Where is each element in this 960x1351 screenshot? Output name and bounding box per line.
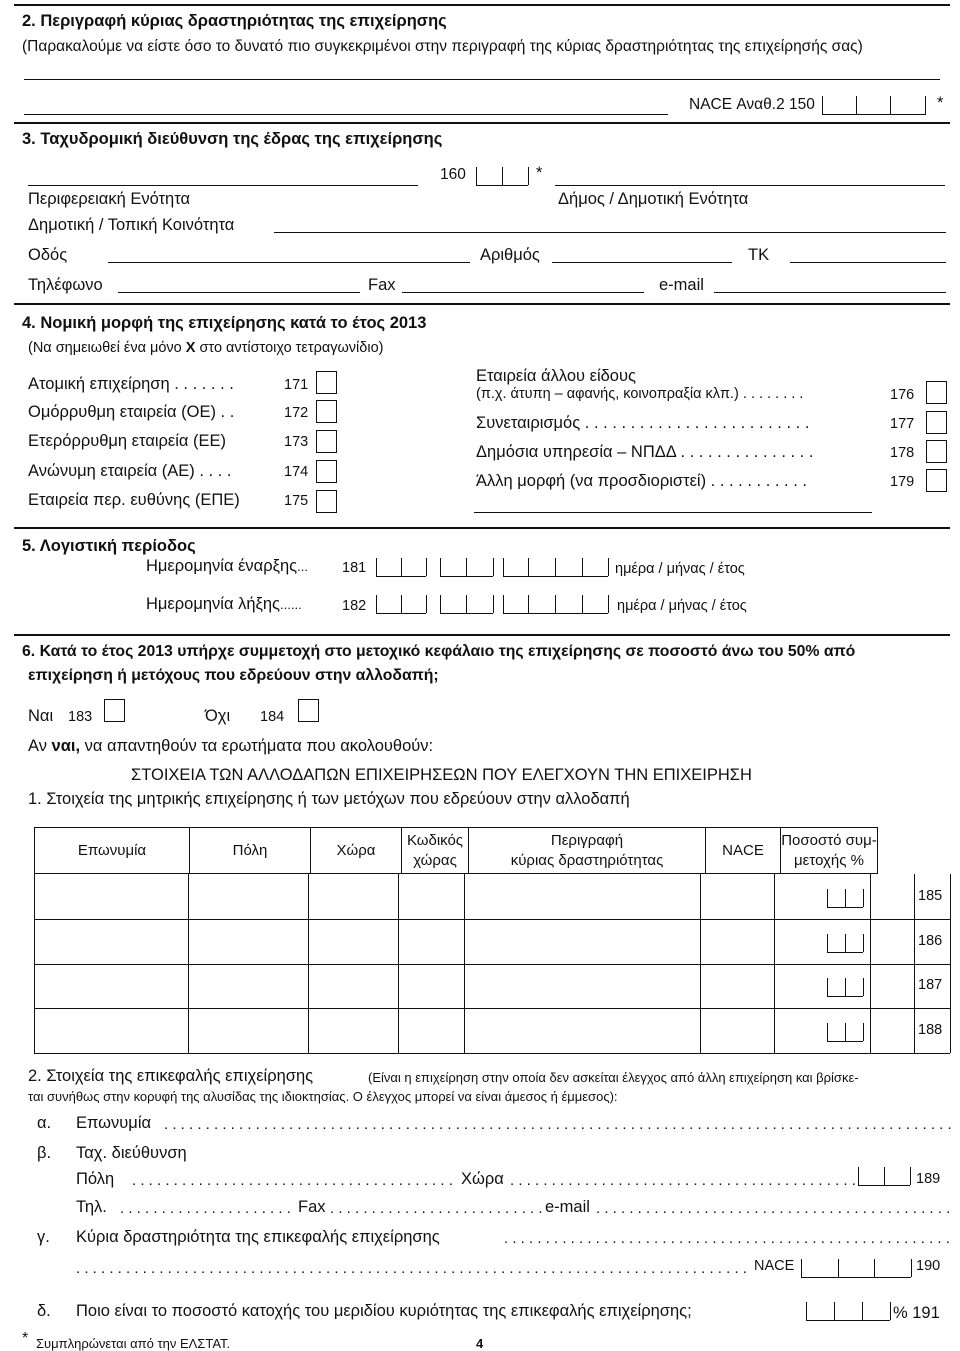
tick bbox=[845, 934, 846, 952]
rule-5 bbox=[14, 527, 950, 529]
yes-label: Ναι bbox=[28, 707, 54, 725]
fax-line[interactable] bbox=[402, 292, 644, 293]
tick bbox=[827, 889, 828, 907]
col-header-description: Περιγραφή κύριας δραστηριότητας bbox=[469, 828, 706, 874]
section-5-title: 5. Λογιστική περίοδος bbox=[22, 537, 196, 555]
row-bottom-line bbox=[34, 1053, 950, 1054]
phone-label: Τηλέφωνο bbox=[28, 276, 103, 294]
date-digit-group[interactable] bbox=[503, 576, 608, 577]
tick bbox=[466, 595, 467, 613]
email-label: e-mail bbox=[659, 276, 704, 294]
tick bbox=[911, 1259, 912, 1277]
tick bbox=[863, 889, 864, 907]
cell-divider bbox=[950, 964, 951, 1008]
tick bbox=[845, 889, 846, 907]
activity-line-2[interactable] bbox=[24, 114, 668, 115]
cell-divider bbox=[870, 874, 871, 919]
tick bbox=[493, 595, 494, 613]
col-header-country: Χώρα bbox=[311, 828, 402, 874]
code-184: 184 bbox=[260, 709, 285, 725]
parent-email-field[interactable] bbox=[596, 1200, 952, 1217]
postcode-line[interactable] bbox=[790, 262, 946, 263]
tick bbox=[890, 96, 891, 114]
code-160: 160 bbox=[440, 166, 466, 183]
checkbox-178[interactable] bbox=[926, 440, 947, 463]
cell-divider bbox=[700, 964, 701, 1008]
cell-divider bbox=[308, 964, 309, 1008]
parent-name-label: Επωνυμία bbox=[76, 1114, 152, 1132]
subsection-2-note-cont: ται συνήθως στην κορυφή της αλυσίδας της ιδιοκτησίας. Ο έλεγχος μπορεί να είναι άμεσος ή έμμεσος): bbox=[28, 1089, 618, 1104]
legal-form-177: Συνεταιρισμός . . . . . . . . . . . . . . . . . . . . . . . . . bbox=[476, 414, 810, 432]
code-160-box-base[interactable] bbox=[476, 185, 528, 186]
tick bbox=[426, 558, 427, 576]
parent-country-label: Χώρα bbox=[461, 1170, 504, 1188]
legal-form-172: Ομόρρυθμη εταιρεία (ΟΕ) . . bbox=[28, 403, 235, 421]
section-4-title: 4. Νομική μορφή της επιχείρησης κατά το έτος 2013 bbox=[22, 314, 427, 332]
parent-name-field[interactable] bbox=[164, 1116, 952, 1133]
footer-note: Συμπληρώνεται από την ΕΛΣΤΑΤ. bbox=[36, 1336, 231, 1351]
col-header-nace: NACE bbox=[706, 828, 781, 874]
rule-6 bbox=[14, 634, 950, 636]
rule-3 bbox=[14, 122, 950, 124]
checkbox-184-no[interactable] bbox=[298, 699, 319, 722]
parent-fax-label: Fax bbox=[298, 1198, 326, 1216]
item-d-letter: δ. bbox=[37, 1302, 51, 1320]
table-row[interactable] bbox=[0, 919, 960, 964]
date-digit-group[interactable] bbox=[376, 613, 426, 614]
parent-country-code-box[interactable] bbox=[858, 1185, 910, 1186]
tick bbox=[834, 1302, 835, 1320]
code-190: 190 bbox=[916, 1258, 941, 1274]
cell-divider bbox=[870, 919, 871, 964]
parent-city-label: Πόλη bbox=[76, 1170, 115, 1188]
tick bbox=[827, 1023, 828, 1041]
section-6-title-line1: 6. Κατά το έτος 2013 υπήρχε συμμετοχή στο μετοχικό κεφάλαιο της επιχείρησης σε ποσοστό άνω του 50% από bbox=[22, 643, 856, 660]
tick bbox=[890, 1302, 891, 1320]
col-header-name: Επωνυμία bbox=[35, 828, 190, 874]
section-3-title: 3. Ταχυδρομική διεύθυνση της έδρας της επιχείρησης bbox=[22, 130, 443, 148]
parent-fax-field[interactable] bbox=[330, 1200, 544, 1217]
tick bbox=[862, 1302, 863, 1320]
legal-form-171: Ατομική επιχείρηση . . . . . . . bbox=[28, 375, 234, 393]
cell-divider bbox=[464, 964, 465, 1008]
tick bbox=[822, 96, 823, 114]
cell-divider bbox=[464, 874, 465, 919]
legal-form-179: Άλλη μορφή (να προσδιοριστεί) . . . . . . . . . . . bbox=[476, 472, 807, 490]
fax-label: Fax bbox=[368, 276, 396, 294]
cell-divider bbox=[950, 919, 951, 964]
tick bbox=[426, 595, 427, 613]
tick bbox=[476, 167, 477, 185]
if-yes-instruction: Αν ναι, να απαντηθούν τα ερωτήματα που ακολουθούν: bbox=[28, 737, 434, 755]
end-date-format: ημέρα / μήνας / έτος bbox=[617, 598, 747, 614]
code-183: 183 bbox=[68, 709, 93, 725]
country-code-box[interactable] bbox=[827, 952, 863, 953]
tick bbox=[801, 1259, 802, 1277]
parent-nace-label: NACE bbox=[754, 1258, 795, 1274]
street-label: Οδός bbox=[28, 246, 68, 264]
tick bbox=[401, 558, 402, 576]
nace-150-box-base[interactable] bbox=[822, 114, 926, 115]
end-date-label: Ημερομηνία λήξης...... bbox=[146, 595, 302, 613]
checkbox-174[interactable] bbox=[316, 460, 337, 483]
cell-divider bbox=[398, 919, 399, 964]
section-6-title-line2: επιχείρηση ή μετόχους που εδρεύουν στην αλλοδαπή; bbox=[28, 667, 439, 684]
row-code-188: 188 bbox=[918, 1021, 943, 1038]
col-header-city: Πόλη bbox=[190, 828, 311, 874]
code-177: 177 bbox=[890, 416, 915, 432]
subsection-1-title: 1. Στοιχεία της μητρικής επιχείρησης ή των μετόχων που εδρεύουν στην αλλοδαπή bbox=[28, 790, 630, 808]
tick bbox=[845, 1023, 846, 1041]
code-171: 171 bbox=[284, 377, 309, 393]
cell-divider bbox=[308, 874, 309, 919]
subsection-2-note: (Είναι η επιχείρηση στην οποία δεν ασκείται έλεγχος από άλλη επιχείρηση και βρίσκε- bbox=[368, 1070, 859, 1085]
item-g-letter: γ. bbox=[37, 1228, 50, 1246]
tick bbox=[863, 978, 864, 996]
subsection-2-title: 2. Στοιχεία της επικεφαλής επιχείρησης bbox=[28, 1067, 314, 1085]
nace-150-label: NACE Αναθ.2 150 bbox=[689, 96, 815, 113]
legal-form-176: (π.χ. άτυπη – αφανής, κοινοπραξία κλπ.) . . . . . . . . bbox=[476, 386, 804, 402]
parent-share-question: Ποιο είναι το ποσοστό κατοχής του μεριδίου κυριότητας της επικεφαλής επιχείρησης; bbox=[76, 1302, 692, 1320]
tick bbox=[858, 1167, 859, 1185]
parent-activity-field-2[interactable] bbox=[76, 1260, 746, 1277]
col-header-country-code: Κωδικός χώρας bbox=[402, 828, 469, 874]
cell-divider bbox=[34, 1008, 35, 1053]
region-label: Περιφερειακή Ενότητα bbox=[28, 190, 191, 208]
date-digit-group[interactable] bbox=[376, 576, 426, 577]
row-code-185: 185 bbox=[918, 887, 943, 904]
row-code-187: 187 bbox=[918, 977, 943, 993]
code-182: 182 bbox=[342, 598, 367, 614]
code-175: 175 bbox=[284, 493, 309, 509]
cell-divider bbox=[700, 874, 701, 919]
parent-email-label: e-mail bbox=[545, 1198, 590, 1216]
municipality-label: Δήμος / Δημοτική Ενότητα bbox=[558, 190, 749, 208]
other-company-title: Εταιρεία άλλου είδους bbox=[476, 367, 636, 385]
activity-line-1[interactable] bbox=[24, 79, 940, 80]
cell-divider bbox=[464, 919, 465, 964]
code-179: 179 bbox=[890, 474, 915, 490]
checkbox-183-yes[interactable] bbox=[104, 699, 125, 722]
checkbox-175[interactable] bbox=[316, 490, 337, 513]
tick bbox=[827, 978, 828, 996]
tick bbox=[401, 595, 402, 613]
number-label: Αριθμός bbox=[480, 246, 540, 264]
community-line[interactable] bbox=[274, 232, 946, 233]
municipality-line[interactable] bbox=[555, 185, 945, 186]
checkbox-171[interactable] bbox=[316, 371, 337, 394]
row-code-186: 186 bbox=[918, 932, 943, 949]
legal-form-173: Ετερόρρυθμη εταιρεία (ΕΕ) bbox=[28, 432, 227, 450]
tick bbox=[555, 595, 556, 613]
table-row[interactable] bbox=[0, 1008, 960, 1053]
page-number: 4 bbox=[476, 1336, 484, 1351]
parent-country-field[interactable] bbox=[510, 1172, 858, 1189]
cell-divider bbox=[700, 1008, 701, 1053]
section-2-note: (Παρακαλούμε να είστε όσο το δυνατό πιο συγκεκριμένοι στην περιγραφή της κύριας δραστηριότητας της επιχείρησής σας) bbox=[22, 38, 863, 55]
community-label: Δημοτική / Τοπική Κοινότητα bbox=[28, 216, 235, 234]
checkbox-179[interactable] bbox=[926, 469, 947, 492]
cell-divider bbox=[188, 919, 189, 964]
tick bbox=[863, 1023, 864, 1041]
cell-divider bbox=[308, 919, 309, 964]
cell-divider bbox=[774, 1008, 775, 1053]
cell-divider bbox=[34, 874, 35, 919]
tick bbox=[910, 1167, 911, 1185]
code-178: 178 bbox=[890, 445, 915, 461]
tick bbox=[376, 558, 377, 576]
cell-divider bbox=[398, 1008, 399, 1053]
parent-share-pct-box[interactable] bbox=[806, 1320, 890, 1321]
cell-divider bbox=[398, 964, 399, 1008]
tick bbox=[582, 595, 583, 613]
cell-divider bbox=[914, 964, 915, 1008]
tick bbox=[608, 595, 609, 613]
top-rule bbox=[14, 4, 950, 6]
tick bbox=[502, 167, 503, 185]
cell-divider bbox=[308, 1008, 309, 1053]
cell-divider bbox=[774, 964, 775, 1008]
country-code-box[interactable] bbox=[827, 996, 863, 997]
legal-form-174: Ανώνυμη εταιρεία (ΑΕ) . . . . bbox=[28, 462, 232, 480]
cell-divider bbox=[774, 919, 775, 964]
cell-divider bbox=[774, 874, 775, 919]
checkbox-172[interactable] bbox=[316, 400, 337, 423]
item-a-letter: α. bbox=[37, 1114, 52, 1132]
foreign-companies-title: ΣΤΟΙΧΕΙΑ ΤΩΝ ΑΛΛΟΔΑΠΩΝ ΕΠΙΧΕΙΡΗΣΕΩΝ ΠΟΥ ΕΛΕΓΧΟΥΝ ΤΗΝ ΕΠΙΧΕΙΡΗΣΗ bbox=[131, 766, 752, 784]
cell-divider bbox=[188, 874, 189, 919]
parent-nace-box[interactable] bbox=[801, 1277, 911, 1278]
country-code-box[interactable] bbox=[827, 907, 863, 908]
tick bbox=[503, 595, 504, 613]
cell-divider bbox=[870, 964, 871, 1008]
tick bbox=[555, 558, 556, 576]
cell-divider bbox=[34, 964, 35, 1008]
tick bbox=[493, 558, 494, 576]
cell-divider bbox=[914, 1008, 915, 1053]
tick bbox=[528, 167, 529, 185]
start-date-format: ημέρα / μήνας / έτος bbox=[615, 561, 745, 577]
cell-divider bbox=[398, 874, 399, 919]
checkbox-176[interactable] bbox=[926, 381, 947, 404]
parent-city-field[interactable] bbox=[132, 1172, 458, 1189]
footer-star: * bbox=[22, 1330, 29, 1347]
col-header-pct: Ποσοστό συμ- μετοχής % bbox=[781, 828, 878, 874]
number-line[interactable] bbox=[552, 262, 732, 263]
code-172: 172 bbox=[284, 405, 309, 421]
section-4-note: (Να σημειωθεί ένα μόνο X στο αντίστοιχο τετραγωνίδιο) bbox=[28, 340, 384, 356]
cell-divider bbox=[34, 919, 35, 964]
table-row[interactable] bbox=[0, 964, 960, 1008]
cell-divider bbox=[870, 1008, 871, 1053]
legal-form-175: Εταιρεία περ. ευθύνης (ΕΠΕ) bbox=[28, 491, 240, 509]
tick bbox=[582, 558, 583, 576]
cell-divider bbox=[464, 1008, 465, 1053]
tick bbox=[440, 558, 441, 576]
cell-divider bbox=[914, 874, 915, 919]
parent-tel-label: Τηλ. bbox=[76, 1198, 107, 1216]
postcode-label: ΤΚ bbox=[748, 246, 770, 264]
section-2-title: 2. Περιγραφή κύριας δραστηριότητας της επιχείρησης bbox=[22, 12, 447, 30]
parent-address-label: Ταχ. διεύθυνση bbox=[76, 1144, 187, 1162]
tick bbox=[440, 595, 441, 613]
street-line[interactable] bbox=[108, 262, 470, 263]
parent-activity-field[interactable] bbox=[504, 1230, 952, 1247]
tick bbox=[503, 558, 504, 576]
tick bbox=[845, 978, 846, 996]
shareholders-table bbox=[34, 827, 922, 874]
code-189: 189 bbox=[916, 1171, 941, 1187]
tick bbox=[925, 96, 926, 114]
email-line[interactable] bbox=[714, 292, 946, 293]
tick bbox=[806, 1302, 807, 1320]
code-174: 174 bbox=[284, 464, 309, 480]
other-form-specify-line[interactable] bbox=[474, 512, 872, 513]
region-line[interactable] bbox=[28, 185, 418, 186]
cell-divider bbox=[188, 1008, 189, 1053]
cell-divider bbox=[188, 964, 189, 1008]
parent-tel-field[interactable] bbox=[120, 1200, 296, 1217]
rule-4 bbox=[14, 303, 950, 305]
item-b-letter: β. bbox=[37, 1144, 52, 1162]
cell-divider bbox=[914, 919, 915, 964]
code-160-star: * bbox=[536, 164, 543, 182]
table-row[interactable] bbox=[0, 874, 960, 919]
legal-form-178: Δημόσια υπηρεσία – ΝΠΔΔ . . . . . . . . . . . . . . . bbox=[476, 443, 814, 461]
nace-150-star: * bbox=[937, 94, 944, 112]
date-digit-group[interactable] bbox=[503, 613, 608, 614]
tick bbox=[856, 96, 857, 114]
cell-divider bbox=[950, 1008, 951, 1053]
cell-divider bbox=[950, 874, 951, 919]
phone-line[interactable] bbox=[118, 292, 360, 293]
code-181: 181 bbox=[342, 560, 367, 576]
tick bbox=[466, 558, 467, 576]
code-176: 176 bbox=[890, 387, 915, 403]
country-code-box[interactable] bbox=[827, 1041, 863, 1042]
tick bbox=[838, 1259, 839, 1277]
parent-activity-label: Κύρια δραστηριότητα της επικεφαλής επιχείρησης bbox=[76, 1228, 440, 1246]
tick bbox=[863, 934, 864, 952]
cell-divider bbox=[700, 919, 701, 964]
date-digit-group[interactable] bbox=[440, 576, 493, 577]
col-header-code bbox=[878, 828, 923, 874]
tick bbox=[528, 595, 529, 613]
tick bbox=[827, 934, 828, 952]
checkbox-177[interactable] bbox=[926, 411, 947, 434]
code-191: % 191 bbox=[893, 1304, 940, 1322]
tick bbox=[884, 1167, 885, 1185]
no-label: Όχι bbox=[205, 707, 231, 725]
tick bbox=[608, 558, 609, 576]
code-173: 173 bbox=[284, 434, 309, 450]
start-date-label: Ημερομηνία έναρξης... bbox=[146, 557, 308, 575]
tick bbox=[376, 595, 377, 613]
tick bbox=[874, 1259, 875, 1277]
checkbox-173[interactable] bbox=[316, 430, 337, 453]
tick bbox=[528, 558, 529, 576]
date-digit-group[interactable] bbox=[440, 613, 493, 614]
